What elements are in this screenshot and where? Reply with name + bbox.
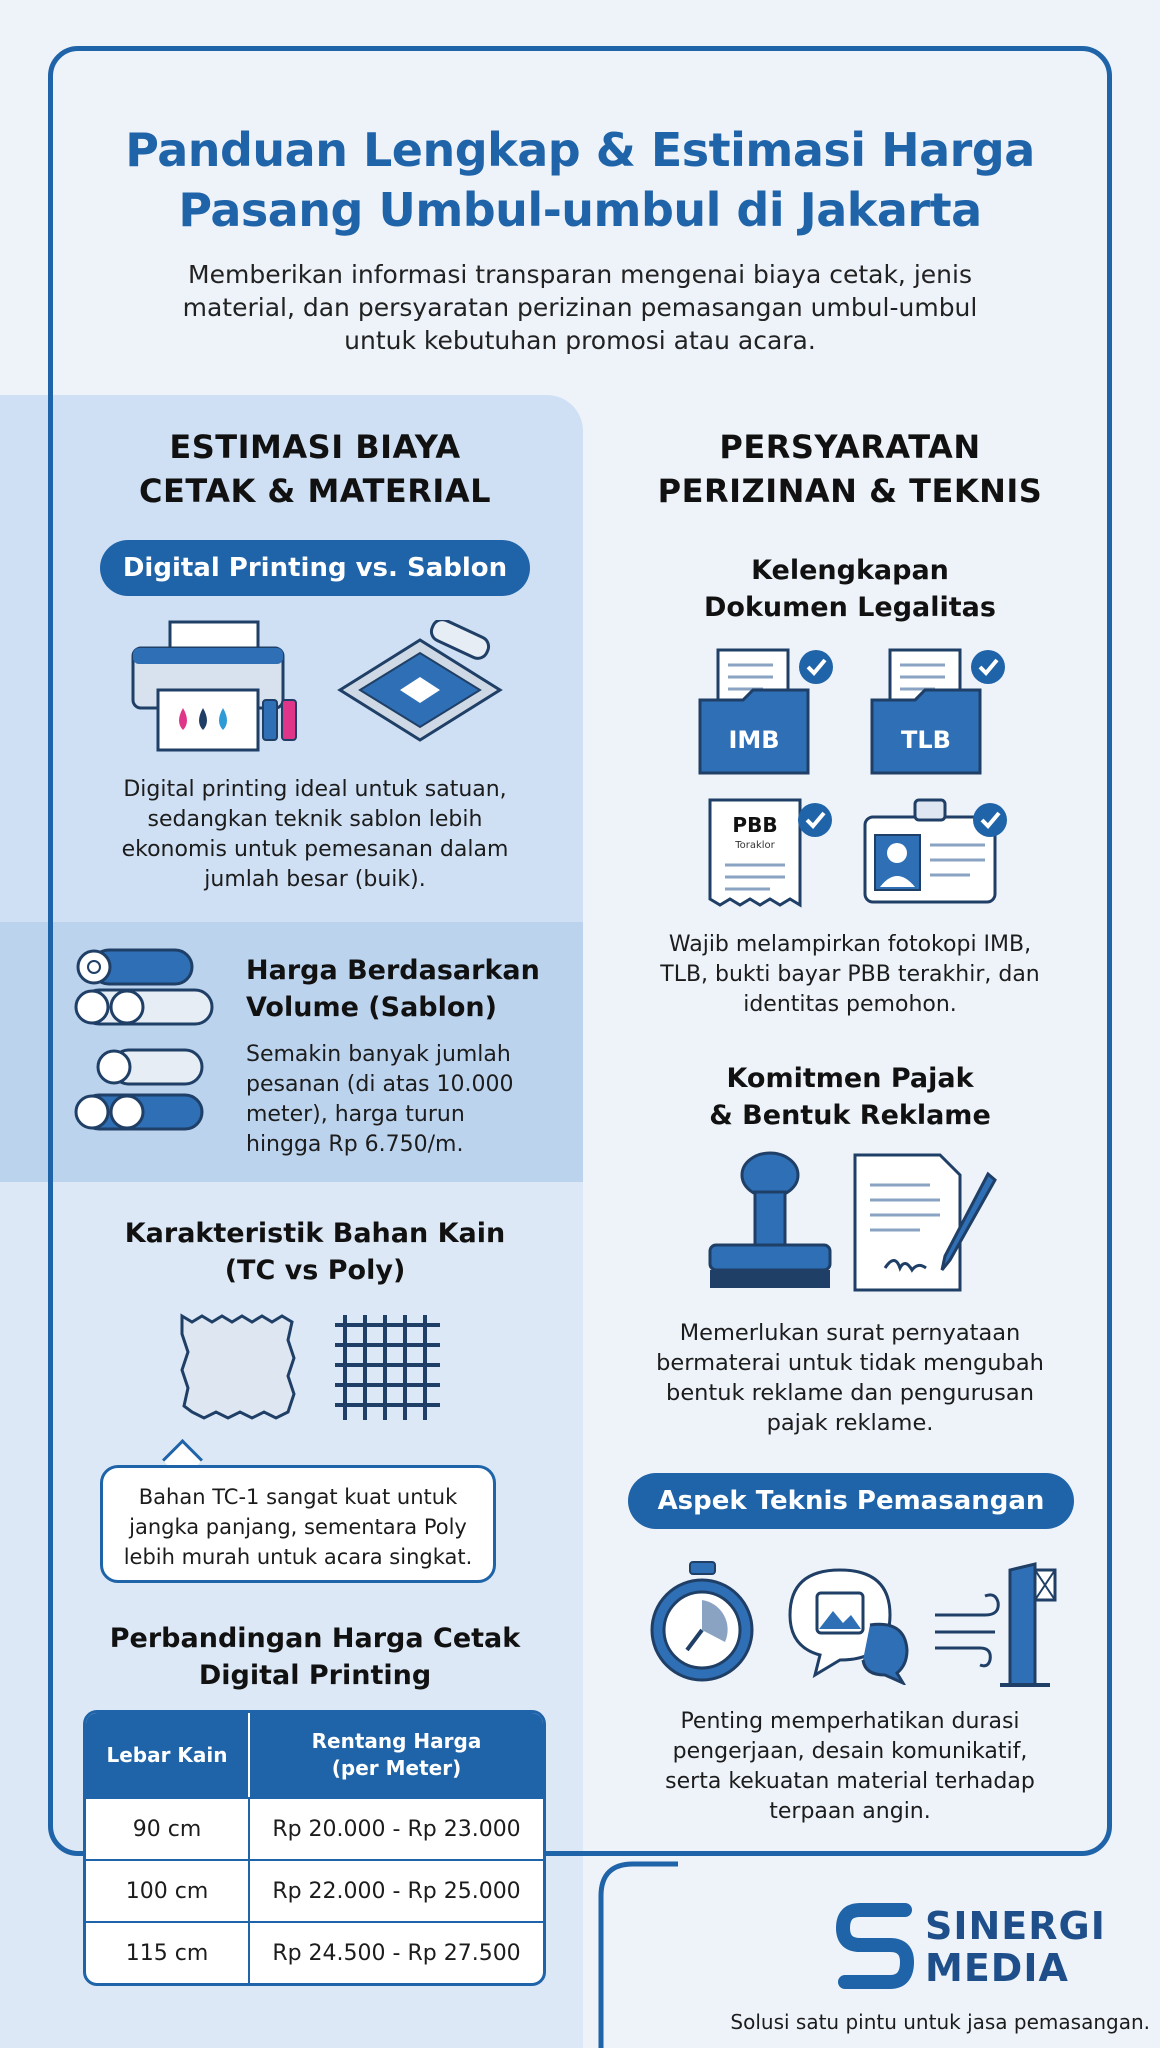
sinergi-media-logo-icon (835, 1900, 915, 1995)
volume-text-line: pesanan (di atas 10.000 (246, 1072, 514, 1097)
fabric-rolls-icon (72, 945, 217, 1155)
id-card-icon (860, 795, 1010, 905)
fabric-title (80, 1215, 550, 1289)
subtitle-line-3: untuk kebutuhan promosi atau acara. (344, 326, 816, 355)
price-table-title (80, 1620, 550, 1694)
fabric-text-line: Bahan TC-1 sangat kuat untuk (138, 1485, 458, 1509)
page-subtitle (70, 258, 1090, 357)
cell-price: Rp 20.000 - Rp 23.000 (250, 1797, 543, 1859)
fabric-text-line: lebih murah untuk acara singkat. (123, 1545, 473, 1569)
signed-document-icon (850, 1150, 1000, 1295)
tech-text-line: serta kekuatan material terhadap (665, 1769, 1035, 1794)
fabric-title-line: Karakteristik Bahan Kain (124, 1218, 506, 1249)
volume-text-line: hingga Rp 6.750/m. (246, 1132, 464, 1157)
cell-price: Rp 24.500 - Rp 27.500 (250, 1921, 543, 1983)
table-row (86, 1859, 543, 1921)
printing-text-line: Digital printing ideal untuk satuan, (123, 777, 507, 802)
left-title-line-1: ESTIMASI BIAYA (169, 428, 461, 466)
brand-line-1: SINERGI (925, 1904, 1106, 1948)
cell-width: 100 cm (86, 1859, 250, 1921)
header (70, 120, 1090, 357)
tech-text-line: pengerjaan, desain komunikatif, (672, 1739, 1028, 1764)
volume-text-line: meter), harga turun (246, 1102, 465, 1127)
tax-text-line: Memerlukan surat pernyataan (679, 1320, 1021, 1346)
technical-aspect-pill: Aspek Teknis Pemasangan (628, 1473, 1074, 1529)
page-title (70, 120, 1090, 240)
docs-title-line: Dokumen Legalitas (704, 592, 996, 623)
tax-description (620, 1318, 1080, 1438)
pbb-receipt-icon (690, 795, 835, 915)
imb-folder-icon (698, 645, 838, 780)
tlb-label: TLB (901, 726, 951, 754)
printing-description (80, 775, 550, 895)
column-header-price: Rentang Harga (per Meter) (250, 1713, 543, 1797)
stopwatch-icon (645, 1560, 760, 1685)
tax-text-line: bentuk reklame dan pengurusan (666, 1380, 1034, 1406)
documents-title (620, 552, 1080, 626)
screen-print-frame-icon (330, 620, 510, 755)
printer-icon (128, 620, 303, 755)
cell-price: Rp 22.000 - Rp 25.000 (250, 1859, 543, 1921)
subtitle-line-2: material, dan persyaratan perizinan pemasangan umbul-umbul (182, 293, 978, 322)
printing-text-line: ekonomis untuk pemesanan dalam (121, 837, 509, 862)
poly-fabric-swatch-icon (330, 1310, 450, 1425)
tax-text-line: bermaterai untuk tidak mengubah (656, 1350, 1044, 1376)
volume-title-line: Volume (Sablon) (246, 992, 497, 1023)
docs-text-line: Wajib melampirkan fotokopi IMB, (668, 932, 1032, 957)
tax-title-line: & Bentuk Reklame (709, 1100, 991, 1131)
documents-description (620, 930, 1080, 1020)
tax-text-line: pajak reklame. (766, 1410, 934, 1436)
docs-title-line: Kelengkapan (751, 555, 949, 586)
printing-text-line: jumlah besar (buik). (204, 867, 426, 892)
volume-title-line: Harga Berdasarkan (246, 955, 540, 986)
printing-text-line: sedangkan teknik sablon lebih (147, 807, 483, 832)
brand-line-2: MEDIA (925, 1946, 1069, 1990)
volume-title (246, 952, 546, 1026)
pbb-sub-label: Toraklor (735, 840, 775, 851)
volume-text-line: Semakin banyak jumlah (246, 1042, 511, 1067)
brand-name (925, 1905, 1106, 1989)
digital-vs-sablon-pill: Digital Printing vs. Sablon (100, 540, 530, 596)
tax-title (620, 1060, 1080, 1134)
docs-text-line: identitas pemohon. (743, 992, 957, 1017)
fabric-speech-bubble (100, 1465, 496, 1583)
tech-text-line: Penting memperhatikan durasi (680, 1709, 1020, 1734)
volume-description (246, 1040, 546, 1160)
tc-fabric-swatch-icon (176, 1310, 301, 1425)
right-column-title (610, 425, 1090, 513)
left-column-title (60, 425, 570, 513)
design-chat-icon (785, 1565, 915, 1685)
cell-width: 90 cm (86, 1797, 250, 1859)
tax-title-line: Komitmen Pajak (726, 1063, 974, 1094)
left-title-line-2: CETAK & MATERIAL (139, 472, 491, 510)
wind-pole-icon (930, 1560, 1060, 1690)
pbb-label: PBB (732, 813, 778, 837)
brand-tagline: Solusi satu pintu untuk jasa pemasangan. (730, 2010, 1150, 2034)
column-header-width: Lebar Kain (86, 1713, 250, 1797)
subtitle-line-1: Memberikan informasi transparan mengenai biaya cetak, jenis (188, 260, 972, 289)
docs-text-line: TLB, bukti bayar PBB terakhir, dan (660, 962, 1040, 987)
right-title-line-1: PERSYARATAN (719, 428, 981, 466)
table-header-row (86, 1713, 543, 1797)
price-table (83, 1710, 546, 1986)
cell-width: 115 cm (86, 1921, 250, 1983)
table-title-line: Perbandingan Harga Cetak (109, 1623, 521, 1654)
stamp-icon (700, 1150, 840, 1295)
right-title-line-2: PERIZINAN & TEKNIS (657, 472, 1043, 510)
imb-label: IMB (728, 726, 780, 754)
fabric-title-line: (TC vs Poly) (224, 1255, 406, 1286)
table-row (86, 1921, 543, 1983)
title-line-1: Panduan Lengkap & Estimasi Harga (125, 123, 1035, 177)
tech-text-line: terpaan angin. (769, 1799, 931, 1824)
title-line-2: Pasang Umbul-umbul di Jakarta (178, 183, 982, 237)
table-title-line: Digital Printing (198, 1660, 432, 1691)
fabric-text-line: jangka panjang, sementara Poly (129, 1515, 467, 1539)
table-row (86, 1797, 543, 1859)
tlb-folder-icon (870, 645, 1010, 780)
technical-description (620, 1707, 1080, 1827)
